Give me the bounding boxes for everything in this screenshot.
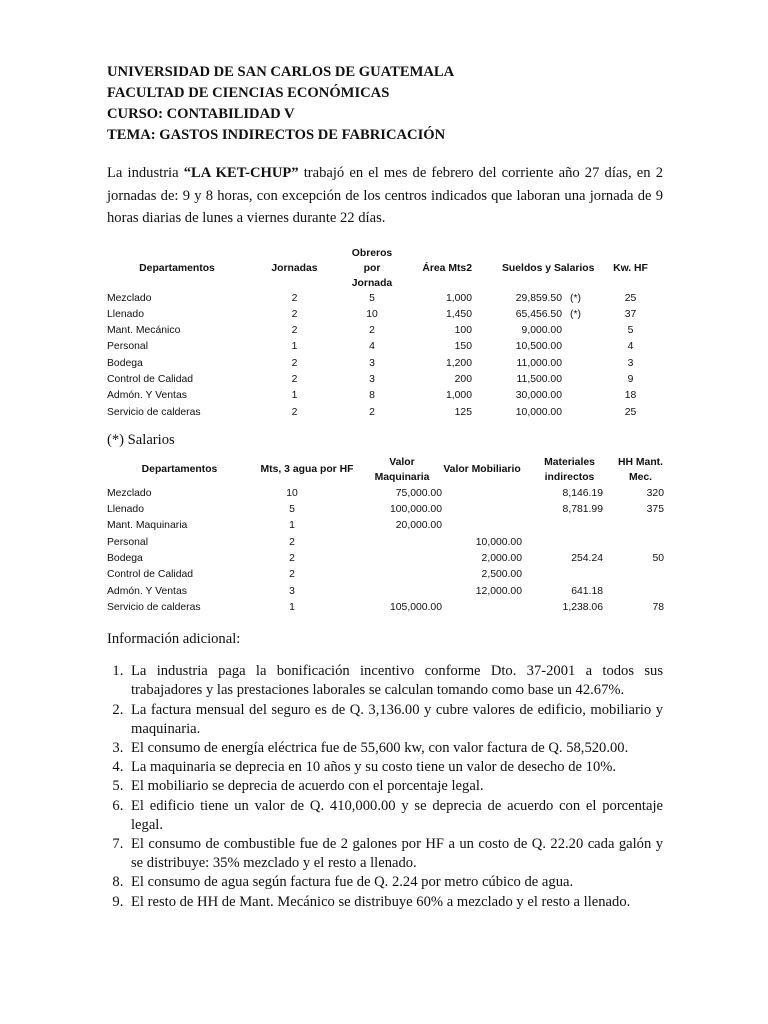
table-row [107, 323, 664, 339]
col-header-agua: Mts, 3 agua por HF [260, 464, 354, 476]
cell-hh: 50 [652, 553, 664, 565]
cell-maquinaria [362, 584, 442, 600]
cell-mark [562, 339, 597, 355]
cell-dept: Mezclado [107, 292, 152, 304]
intro-before: La industria [107, 165, 184, 181]
cell-mobiliario [442, 600, 522, 616]
cell-maquinaria [362, 535, 442, 551]
cell-materiales: 8,781.99 [562, 504, 603, 516]
cell-kw: 25 [624, 292, 637, 304]
cell-agua: 2 [289, 536, 295, 548]
cell-sueldos: 11,500.00 [516, 373, 562, 385]
table-header-row [107, 246, 664, 291]
cell-jornadas: 2 [291, 357, 298, 369]
university-heading: UNIVERSIDAD DE SAN CARLOS DE GUATEMALA [107, 64, 455, 80]
cell-dept: Bodega [107, 357, 143, 369]
cell-area: 150 [454, 341, 472, 353]
cell-area: 1,450 [445, 308, 472, 320]
cell-obreros: 3 [369, 357, 375, 369]
cell-maquinaria: 75,000.00 [395, 487, 442, 499]
cell-materiales [522, 567, 617, 583]
cell-materiales: 1,238.06 [562, 601, 603, 613]
cell-jornadas: 2 [291, 308, 298, 320]
cell-dept: Servicio de calderas [107, 601, 201, 613]
table-row [107, 339, 664, 355]
table-row [107, 600, 664, 616]
cell-hh [617, 535, 664, 551]
list-item: 7. El consumo de combustible fue de 2 galones por HF a un costo de Q. 22.20 cada galón y se distribuye: 35% mezclado y el resto a llenado. [127, 835, 663, 873]
cell-area: 1,000 [445, 292, 472, 304]
cell-dept: Bodega [107, 553, 143, 565]
cell-kw: 5 [627, 325, 634, 337]
cell-agua: 3 [289, 585, 295, 597]
list-item: 5. El mobiliario se deprecia de acuerdo con el porcentaje legal. [127, 777, 663, 796]
cell-hh [617, 567, 664, 583]
company-name: “LA KET-CHUP” [183, 165, 299, 181]
cell-hh: 375 [646, 504, 664, 516]
cell-dept: Mezclado [107, 487, 152, 499]
cell-area: 1,200 [445, 357, 472, 369]
cell-maquinaria: 100,000.00 [389, 504, 442, 516]
document-page [107, 62, 663, 912]
cell-kw: 3 [627, 357, 634, 369]
departments-table-body [107, 291, 664, 421]
cell-mobiliario [442, 518, 522, 534]
cell-mobiliario [442, 502, 522, 518]
cell-mobiliario [442, 486, 522, 502]
intro-after: trabajó en el mes de febrero del corriente año 27 días, en 2 jornadas de: 9 y 8 horas, con excepción de los centros indicados que laboran una jornada de 9 horas diarias de lunes a viernes durante 22 días. [107, 165, 663, 226]
cell-hh: 320 [646, 487, 664, 499]
cell-dept: Mant. Mecánico [107, 325, 181, 337]
list-item: 8. El consumo de agua según factura fue de Q. 2.24 por metro cúbico de agua. [127, 873, 663, 892]
cell-mobiliario: 2,000.00 [481, 553, 522, 565]
cell-sueldos: 11,000.00 [516, 357, 562, 369]
col-header-departamentos: Departamentos [139, 262, 215, 274]
cell-sueldos: 10,000.00 [515, 406, 562, 418]
cell-obreros: 2 [369, 406, 375, 418]
cell-materiales: 8,146.19 [562, 487, 603, 499]
cell-dept: Control de Calidad [107, 569, 194, 581]
cell-obreros: 10 [366, 308, 378, 320]
cell-maquinaria: 20,000.00 [395, 520, 442, 532]
table-row [107, 356, 664, 372]
resources-table [107, 454, 664, 616]
cell-materiales: 641.18 [571, 585, 603, 597]
col-header-jornadas: Jornadas [271, 262, 318, 274]
list-item: 2. La factura mensual del seguro es de Q. 3,136.00 y cubre valores de edificio, mobiliario y maquinaria. [127, 701, 663, 739]
faculty-heading: FACULTAD DE CIENCIAS ECONÓMICAS [107, 85, 390, 101]
cell-jornadas: 2 [291, 406, 298, 418]
list-item: 3. El consumo de energía eléctrica fue de 55,600 kw, con valor factura de Q. 58,520.00. [127, 739, 663, 758]
cell-sueldos: 30,000.00 [515, 390, 562, 402]
table-row [107, 567, 664, 583]
col-header-departamentos: Departamentos [141, 464, 218, 476]
col-header-kw: Kw. HF [613, 262, 648, 274]
cell-hh [617, 518, 664, 534]
col-header-mobiliario: Valor Mobiliario [443, 464, 521, 476]
list-item: 1. La industria paga la bonificación incentivo conforme Dto. 37-2001 a todos sus trabajadores y las prestaciones laborales se calculan tomando como base un 42.67%. [127, 662, 663, 700]
table-row [107, 535, 664, 551]
table-row [107, 584, 664, 600]
departments-table [107, 246, 664, 421]
cell-jornadas: 2 [291, 325, 298, 337]
cell-jornadas: 2 [291, 373, 298, 385]
cell-hh: 78 [652, 601, 664, 613]
cell-mobiliario: 10,000.00 [475, 536, 522, 548]
cell-mark [562, 323, 597, 339]
cell-obreros: 5 [369, 292, 375, 304]
cell-sueldos: 9,000.00 [521, 325, 562, 337]
cell-mark [562, 405, 597, 421]
topic-heading: TEMA: GASTOS INDIRECTOS DE FABRICACIÓN [107, 127, 446, 143]
cell-kw: 9 [627, 373, 634, 385]
cell-agua: 5 [289, 504, 295, 516]
cell-maquinaria [362, 567, 442, 583]
cell-mark [562, 372, 597, 388]
cell-agua: 2 [289, 553, 295, 565]
cell-kw: 18 [624, 390, 637, 402]
cell-obreros: 2 [369, 325, 375, 337]
cell-dept: Control de Calidad [107, 373, 194, 385]
cell-mobiliario: 12,000.00 [475, 585, 522, 597]
cell-kw: 37 [624, 308, 637, 320]
col-header-materiales: Materiales indirectos [544, 456, 595, 483]
course-heading: CURSO: CONTABILIDAD V [107, 106, 295, 122]
table-row [107, 551, 664, 567]
cell-sueldos: 65,456.50 [515, 308, 562, 320]
cell-maquinaria [362, 551, 442, 567]
cell-mark [562, 356, 597, 372]
table-header-row [107, 454, 664, 486]
cell-area: 1,000 [445, 390, 472, 402]
col-header-hh: HH Mant. Mec. [617, 456, 664, 483]
cell-sueldos: 29,859.50 [515, 292, 562, 304]
cell-kw: 4 [627, 341, 634, 353]
list-item: 6. El edificio tiene un valor de Q. 410,000.00 y se deprecia de acuerdo con el porcentaje legal. [127, 797, 663, 835]
cell-jornadas: 1 [291, 390, 298, 402]
table-row [107, 388, 664, 404]
additional-info-list [107, 662, 663, 912]
table-row [107, 291, 664, 307]
cell-dept: Admón. Y Ventas [107, 390, 187, 402]
col-header-area: Área Mts2 [422, 262, 472, 274]
col-header-sueldos: Sueldos y Salarios [502, 262, 595, 274]
cell-agua: 10 [286, 487, 298, 499]
cell-maquinaria: 105,000.00 [389, 601, 442, 613]
cell-agua: 1 [289, 520, 295, 532]
cell-kw: 25 [624, 406, 637, 418]
cell-area: 200 [454, 373, 472, 385]
cell-dept: Personal [107, 536, 149, 548]
cell-materiales [522, 535, 617, 551]
table-row [107, 307, 664, 323]
table-row [107, 502, 664, 518]
cell-materiales [522, 518, 617, 534]
salaries-note: (*) Salarios [107, 431, 175, 448]
cell-obreros: 8 [369, 390, 375, 402]
list-item: 9. El resto de HH de Mant. Mecánico se distribuye 60% a mezclado y el resto a llenado. [127, 893, 663, 912]
cell-dept: Mant. Maquinaria [107, 520, 188, 532]
col-header-obreros: Obreros por Jornada [351, 247, 393, 289]
table-row [107, 486, 664, 502]
resources-table-body [107, 486, 664, 616]
cell-mark: (*) [570, 292, 581, 304]
table-row [107, 372, 664, 388]
cell-hh [617, 584, 664, 600]
additional-info-title: Información adicional: [107, 631, 241, 648]
cell-mark: (*) [570, 308, 581, 320]
cell-mark [562, 388, 597, 404]
cell-dept: Admón. Y Ventas [107, 585, 187, 597]
cell-obreros: 3 [369, 373, 375, 385]
cell-dept: Servicio de calderas [107, 406, 201, 418]
col-header-maquinaria: Valor Maquinaria [374, 456, 430, 483]
table-row [107, 405, 664, 421]
list-item: 4. La maquinaria se deprecia en 10 años y su costo tiene un valor de desecho de 10%. [127, 758, 663, 777]
cell-sueldos: 10,500.00 [515, 341, 562, 353]
cell-dept: Llenado [107, 308, 144, 320]
cell-jornadas: 2 [291, 292, 298, 304]
cell-dept: Personal [107, 341, 149, 353]
cell-agua: 2 [289, 569, 295, 581]
table-row [107, 518, 664, 534]
cell-agua: 1 [289, 601, 295, 613]
cell-jornadas: 1 [291, 341, 298, 353]
cell-materiales: 254.24 [571, 553, 603, 565]
cell-area: 100 [454, 325, 472, 337]
cell-obreros: 4 [369, 341, 375, 353]
intro-paragraph [107, 162, 663, 230]
cell-mobiliario: 2,500.00 [481, 569, 522, 581]
cell-area: 125 [454, 406, 472, 418]
cell-dept: Llenado [107, 504, 144, 516]
